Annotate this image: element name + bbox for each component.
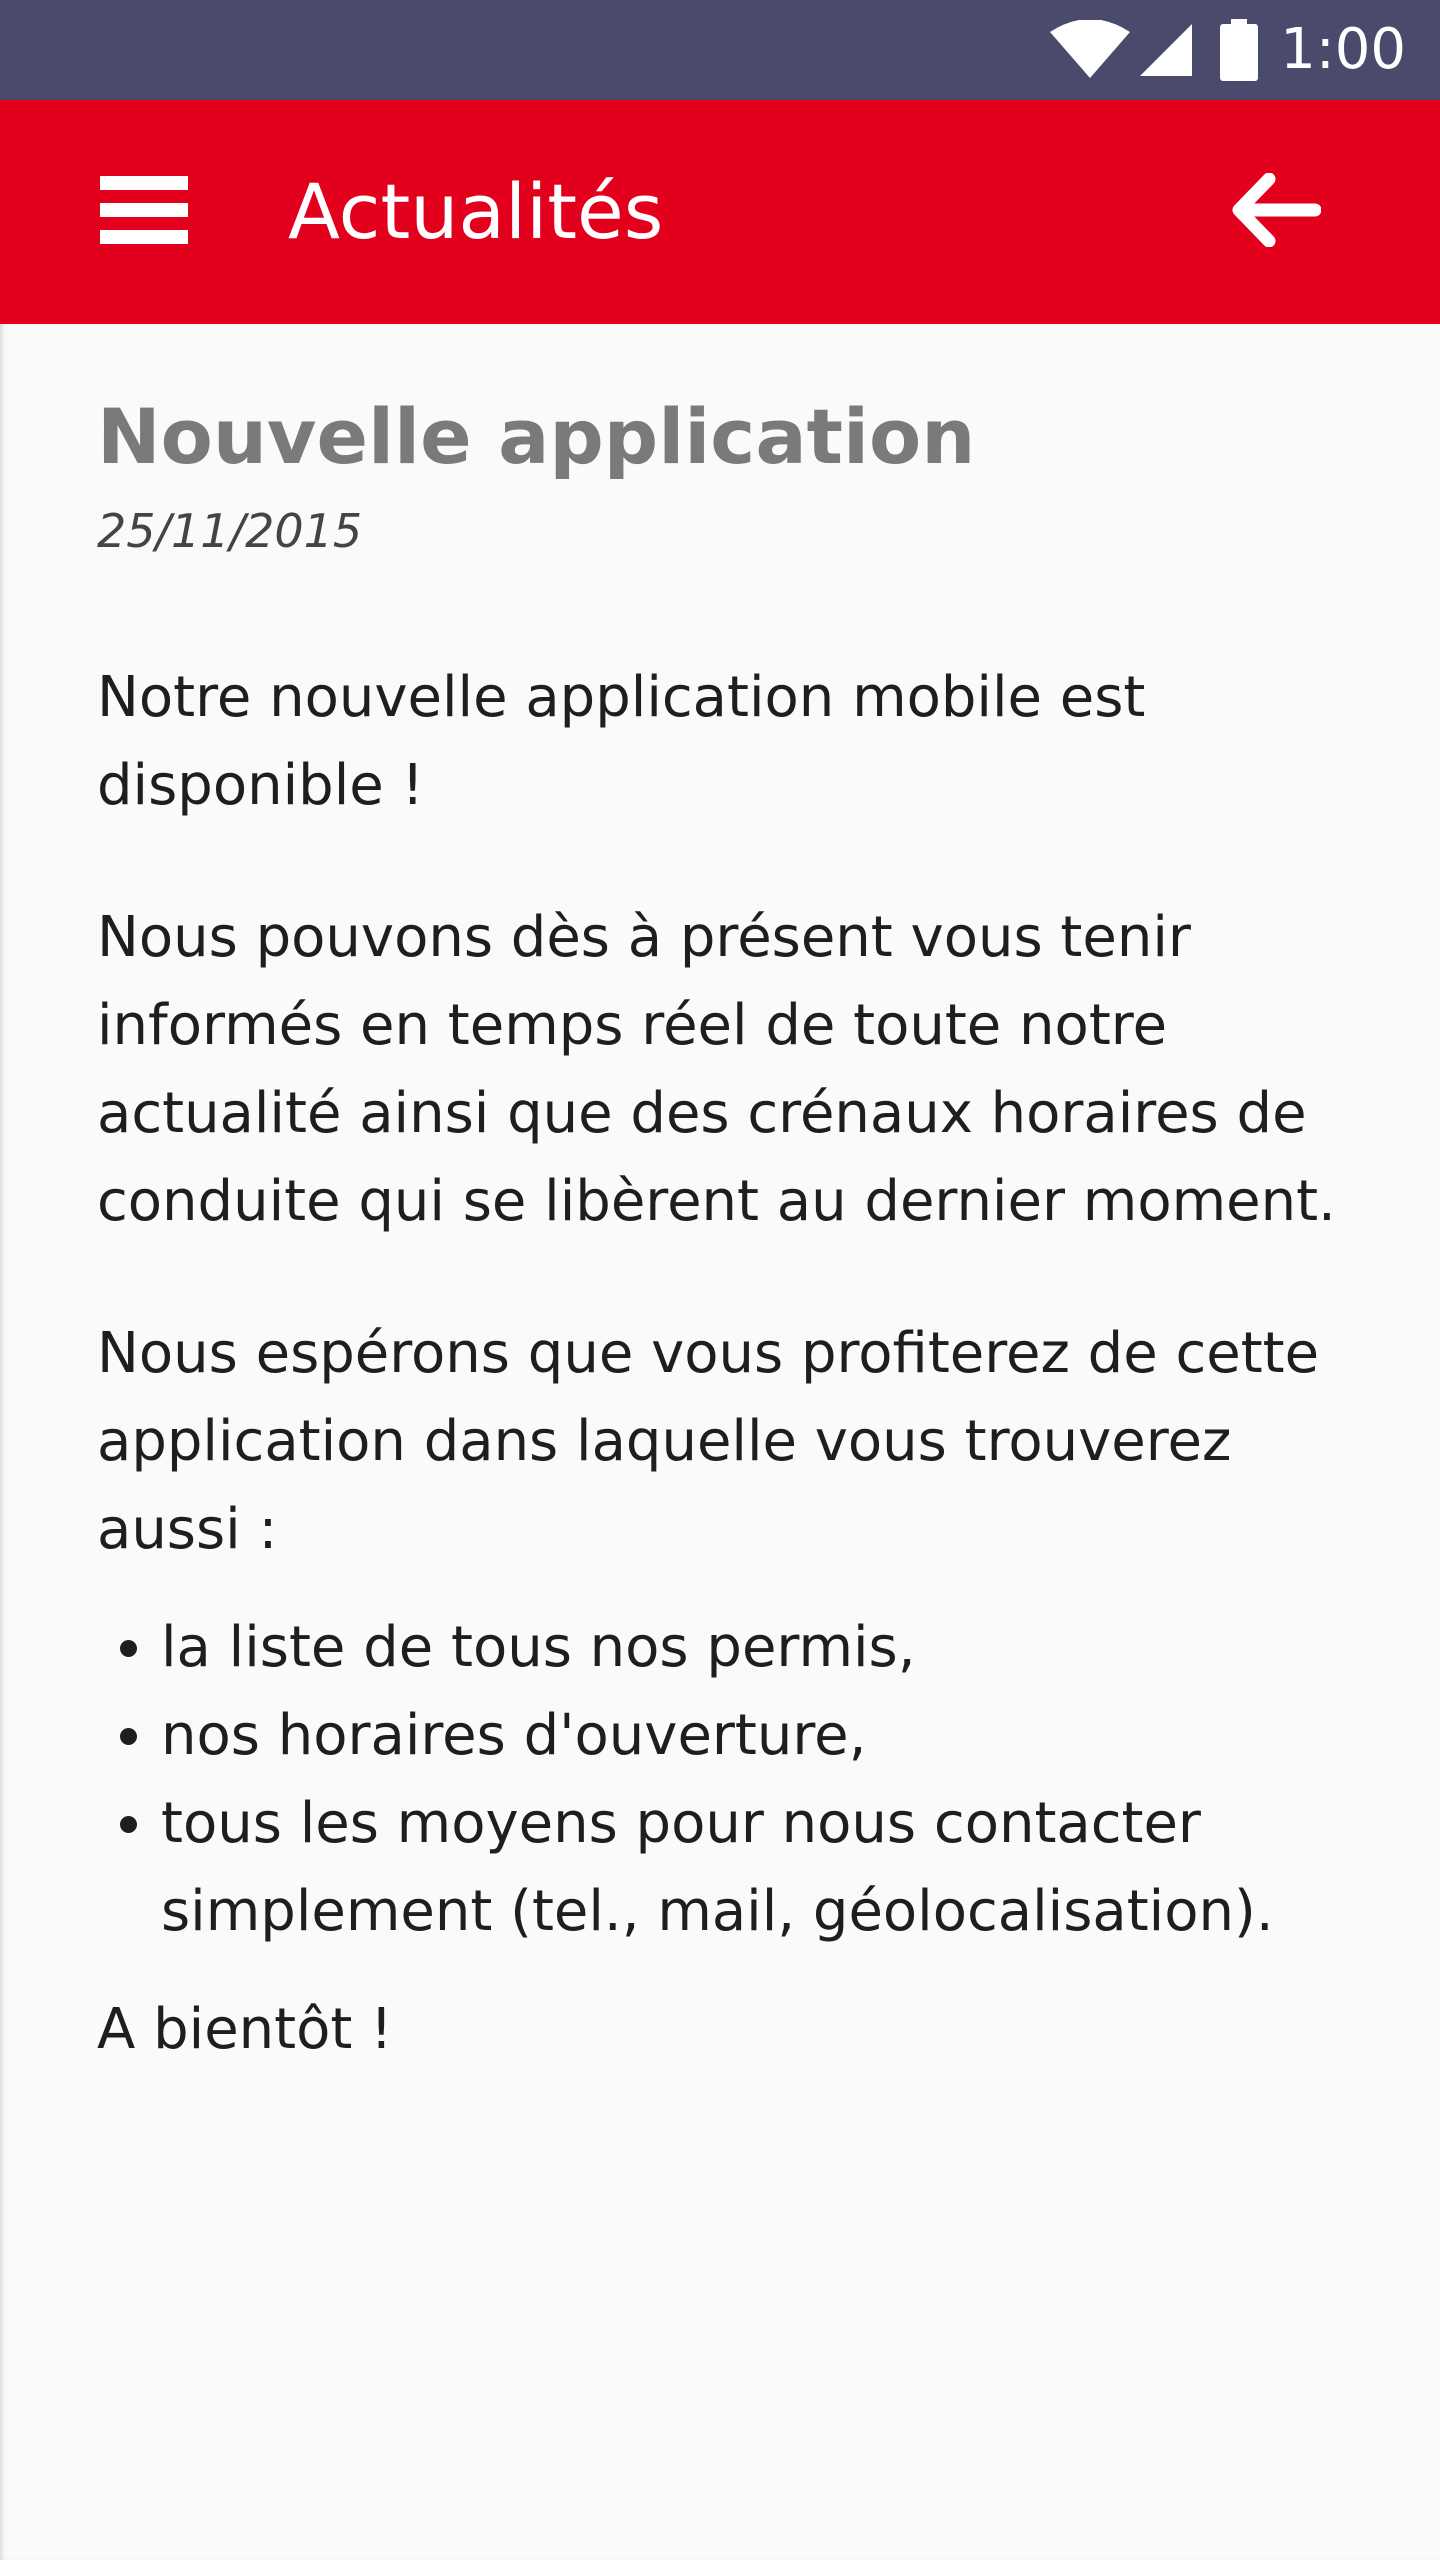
status-icons: [1048, 0, 1406, 100]
article-date: 25/11/2015: [97, 504, 363, 558]
menu-button[interactable]: [80, 156, 208, 268]
list-item: • tous les moyens pour nous contacter simplement (tel., mail, géolocalisation).: [161, 1780, 1387, 1956]
article-content[interactable]: [0, 324, 1440, 2560]
app-title: Actualités: [288, 167, 664, 256]
feature-list: [97, 1604, 1387, 1956]
status-time: 1:00: [1280, 17, 1406, 82]
article-closing: A bientôt !: [97, 1997, 393, 2062]
wifi-icon: [1048, 20, 1132, 80]
back-button[interactable]: [1212, 156, 1340, 268]
menu-icon: [100, 176, 188, 248]
article-body: [97, 654, 1387, 2074]
battery-icon: [1220, 19, 1258, 81]
article-paragraph: Nous pouvons dès à présent vous tenir informés en temps réel de toute notre actualité ainsi que des crénaux horaires de conduite qui se libèrent au dernier moment.: [97, 905, 1336, 1234]
list-item: • nos horaires d'ouverture,: [161, 1692, 1387, 1780]
list-item: • la liste de tous nos permis,: [161, 1604, 1387, 1692]
app-bar: [0, 100, 1440, 324]
arrow-left-icon: [1231, 173, 1321, 251]
signal-icon: [1138, 22, 1194, 78]
status-bar: [0, 0, 1440, 100]
article-title: Nouvelle application: [97, 392, 976, 481]
article-paragraph: Notre nouvelle application mobile est disponible !: [97, 665, 1146, 818]
article-paragraph: Nous espérons que vous profiterez de cette application dans laquelle vous trouverez aussi :: [97, 1321, 1320, 1562]
